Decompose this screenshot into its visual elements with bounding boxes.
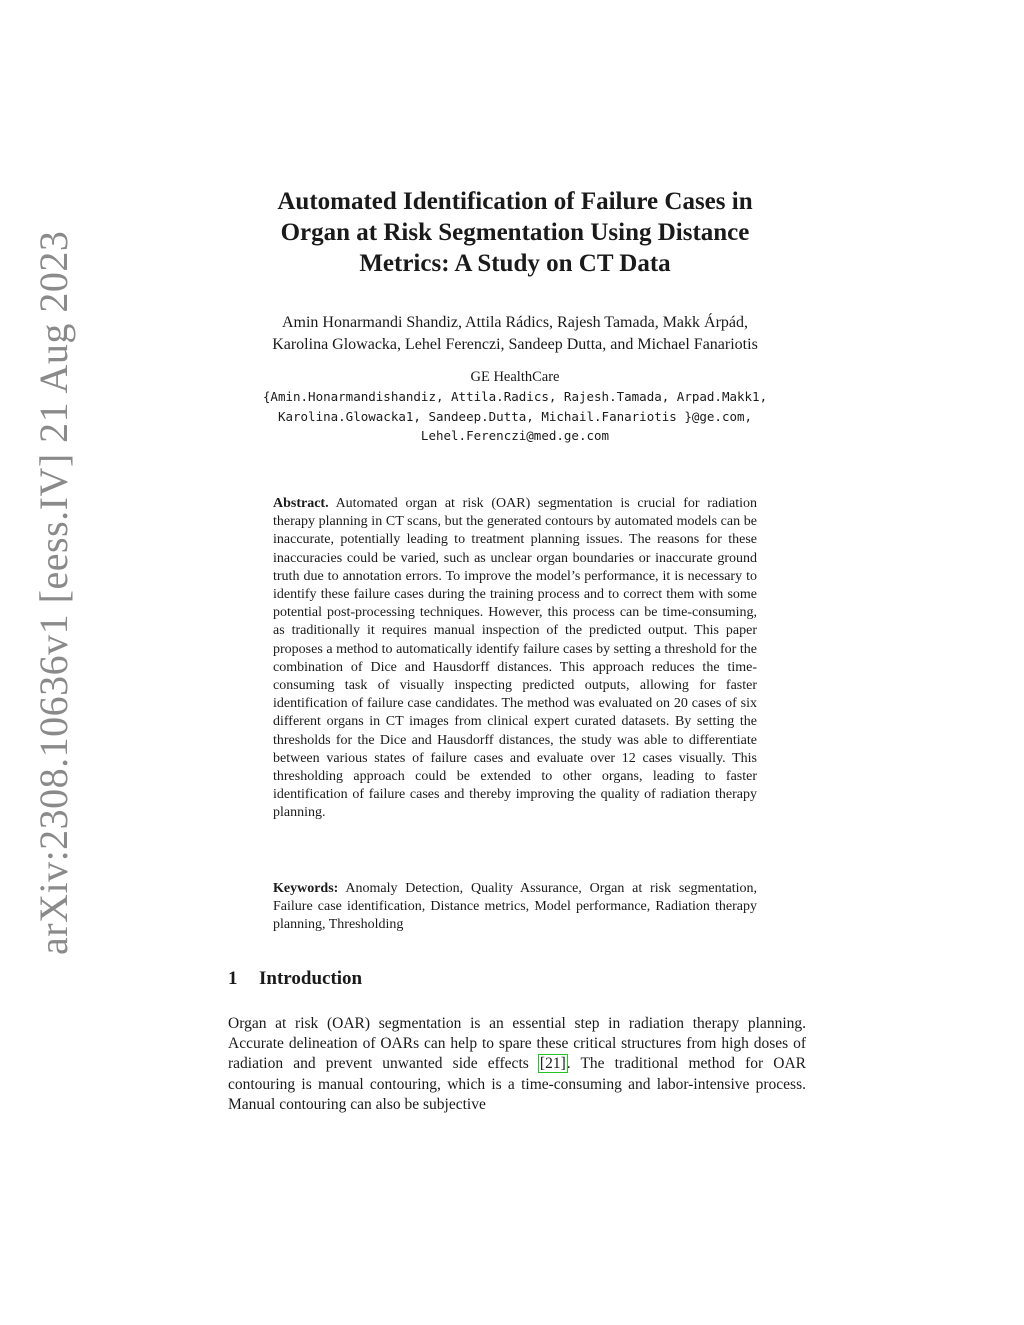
section-heading: [228, 968, 808, 990]
abstract-label: Abstract.: [273, 496, 329, 511]
intro-text: Organ at risk (OAR) segmentation is an essential step in radiation therapy planning. Accurate delineation of OARs can help to spare these critical structures from high doses of radiation and prevent unwanted side effects: [228, 1015, 806, 1073]
citation-link[interactable]: [21]: [539, 1055, 566, 1073]
introduction-paragraph: [228, 1014, 806, 1115]
email-line: Karolina.Glowacka1, Sandeep.Dutta, Michail.Fanariotis }@ge.com,: [277, 408, 753, 424]
email-line: Lehel.Ferenczi@med.ge.com: [420, 428, 610, 443]
title-line: Automated Identification of Failure Cases in: [277, 188, 753, 215]
intro-text-continued: . The traditional method for OAR contouring is manual contouring, which is a time-consuming and labor-intensive process. Manual contouring can also be subjective: [228, 1055, 807, 1113]
author-line: Amin Honarmandi Shandiz, Attila Rádics, Rajesh Tamada, Makk Árpád,: [281, 314, 749, 331]
author-line: Karolina Glowacka, Lehel Ferenczi, Sandeep Dutta, and Michael Fanariotis: [272, 336, 758, 353]
author-list: [220, 312, 810, 356]
email-list: [220, 387, 810, 446]
email-line: {Amin.Honarmandishandiz, Attila.Radics, Rajesh.Tamada, Arpad.Makk1,: [262, 389, 768, 404]
abstract: [273, 495, 757, 823]
affiliation: GE HealthCare: [470, 369, 560, 385]
title-line: Organ at Risk Segmentation Using Distance: [280, 219, 750, 246]
keywords-text: Anomaly Detection, Quality Assurance, Organ at risk segmentation, Failure case identification, Distance metrics, Model performance, Radiation therapy planning, Thresholding: [273, 881, 757, 933]
paper-title: [220, 186, 810, 279]
keywords: [273, 880, 757, 935]
arxiv-identifier: arXiv:2308.10636v1 [eess.IV] 21 Aug 2023: [31, 230, 76, 955]
section-number: 1: [228, 968, 238, 989]
section-title: Introduction: [259, 968, 363, 989]
title-line: Metrics: A Study on CT Data: [359, 250, 671, 277]
keywords-label: Keywords:: [273, 881, 339, 896]
abstract-text: Automated organ at risk (OAR) segmentation is crucial for radiation therapy planning in CT scans, but the generated contours by automated models can be inaccurate, potentially leading to treatment planning issues. The reasons for these inaccuracies could be varied, such as unclear organ boundaries or inaccurate ground truth due to annotation errors. To improve the model’s performance, it is necessary to identify these failure cases during the training process and to correct them with some potential post-processing techniques. However, this process can be time-consuming, as traditionally it requires manual inspection of the predicted output. This paper proposes a method to automatically identify failure cases by setting a threshold for the combination of Dice and Hausdorff distances. This approach reduces the time-consuming task of visually inspecting predicted outputs, allowing for faster identification of failure case candidates. The method was evaluated on 20 cases of six different organs in CT images from clinical expert curated datasets. By setting the thresholds for the Dice and Hausdorff distances, the study was able to differentiate between various states of failure cases and evaluate over 12 cases visually. This thresholding approach could be extended to other organs, leading to faster identification of failure cases and thereby improving the quality of radiation therapy planning.: [273, 496, 757, 821]
